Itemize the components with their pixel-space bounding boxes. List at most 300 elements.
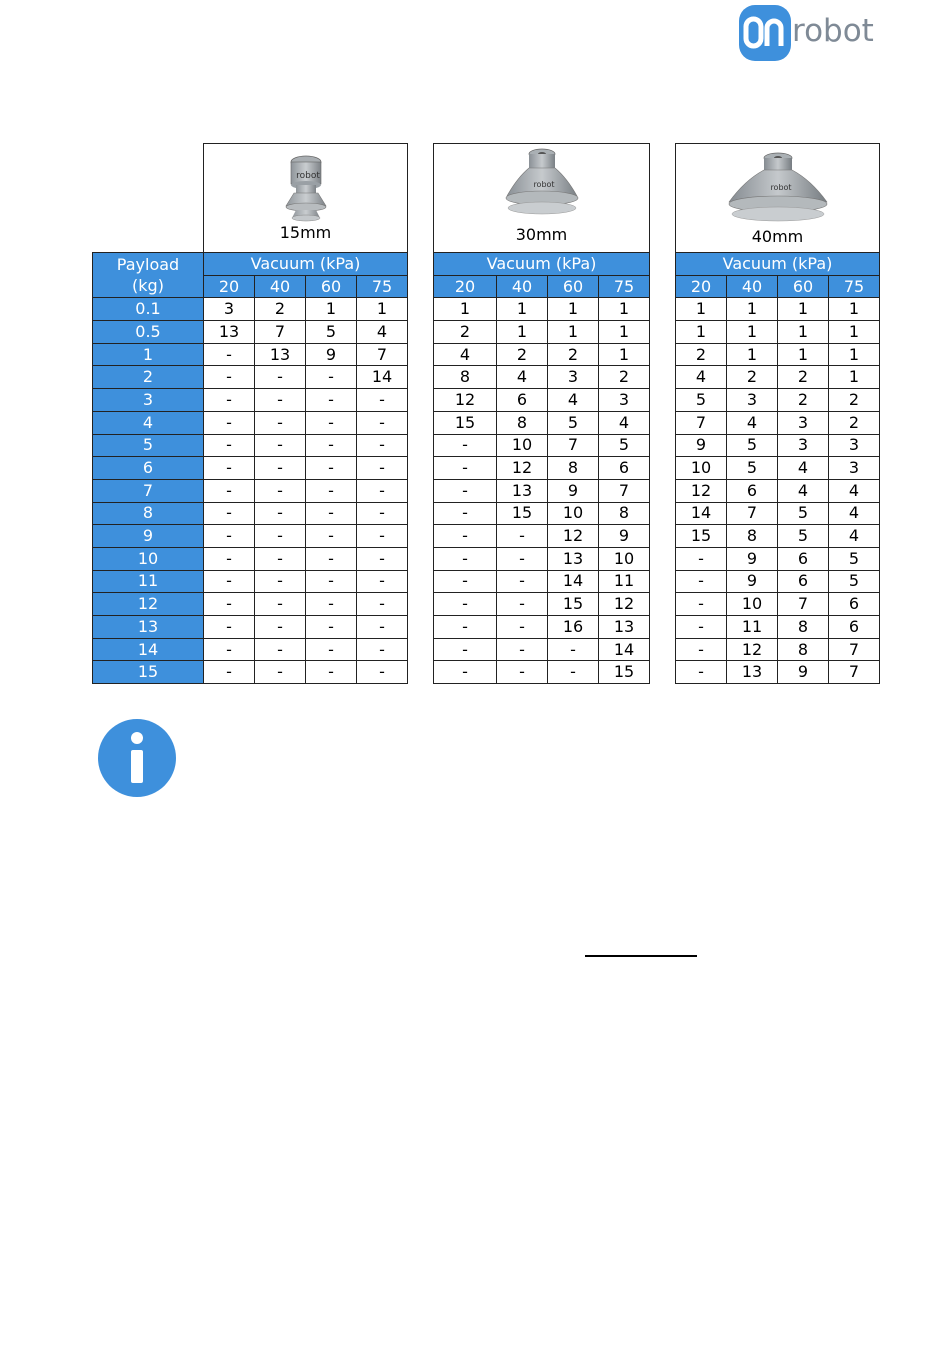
table-gap — [650, 502, 676, 525]
payload-header-unit: (kg) — [132, 276, 164, 296]
table-gap — [408, 343, 434, 366]
table-gap — [650, 253, 676, 276]
table-gap — [650, 275, 676, 298]
cup-count-cell: - — [255, 389, 306, 412]
table-row — [93, 434, 880, 457]
cup-count-cell: 3 — [778, 434, 829, 457]
payload-cell: 0.5 — [93, 321, 204, 344]
table-gap — [408, 253, 434, 276]
cup-count-cell: 15 — [599, 661, 650, 684]
cup-count-cell: 4 — [434, 343, 497, 366]
vacuum-level-40mm-40: 40 — [727, 275, 778, 298]
payload-cell: 6 — [93, 457, 204, 480]
cup-count-cell: - — [357, 479, 408, 502]
cup-count-cell: 1 — [778, 298, 829, 321]
payload-cell: 9 — [93, 525, 204, 548]
vacuum-level-40mm-60: 60 — [778, 275, 829, 298]
table-gap — [408, 616, 434, 639]
table-gap — [408, 638, 434, 661]
cup-count-cell: - — [357, 434, 408, 457]
cup-count-cell: 5 — [778, 502, 829, 525]
cup-count-cell: - — [357, 616, 408, 639]
cup-count-cell: 4 — [548, 389, 599, 412]
table-gap — [650, 389, 676, 412]
cup-count-cell: 1 — [829, 298, 880, 321]
cup-count-cell: - — [306, 434, 357, 457]
cup-count-cell: - — [676, 547, 727, 570]
cup-count-cell: 1 — [829, 343, 880, 366]
payload-cell: 10 — [93, 547, 204, 570]
cup-count-cell: - — [306, 593, 357, 616]
cup-count-cell: - — [306, 457, 357, 480]
cup-count-cell: 3 — [829, 457, 880, 480]
cup-count-cell: 13 — [255, 343, 306, 366]
table-gap — [650, 593, 676, 616]
cup-count-cell: - — [434, 593, 497, 616]
vacuum-level-15mm-60: 60 — [306, 275, 357, 298]
cup-count-cell: - — [204, 547, 255, 570]
payload-cell: 11 — [93, 570, 204, 593]
cup-count-cell: - — [676, 570, 727, 593]
cup-count-cell: - — [434, 479, 497, 502]
cup-count-cell: 2 — [548, 343, 599, 366]
cup-count-cell: 1 — [676, 321, 727, 344]
cup-count-cell: - — [306, 570, 357, 593]
table-gap — [408, 593, 434, 616]
cup-count-cell: 12 — [676, 479, 727, 502]
cup-40mm-cell — [676, 144, 880, 253]
cup-count-cell: - — [306, 638, 357, 661]
cup-count-cell: 2 — [676, 343, 727, 366]
cup-30mm-label: 30mm — [515, 225, 568, 244]
cup-count-cell: 13 — [204, 321, 255, 344]
vacuum-level-40mm-75: 75 — [829, 275, 880, 298]
cup-count-cell: 2 — [778, 389, 829, 412]
cup-count-cell: 4 — [727, 411, 778, 434]
cup-count-cell: 6 — [829, 593, 880, 616]
cup-count-cell: 8 — [778, 616, 829, 639]
cup-count-cell: 13 — [727, 661, 778, 684]
cup-count-cell: 1 — [727, 298, 778, 321]
cup-count-cell: - — [204, 457, 255, 480]
table-gap — [650, 547, 676, 570]
cup-count-cell: 1 — [548, 321, 599, 344]
cup-count-cell: 5 — [778, 525, 829, 548]
cup-count-cell: 4 — [829, 479, 880, 502]
cup-count-cell: 6 — [497, 389, 548, 412]
cup-count-cell: 7 — [676, 411, 727, 434]
cup-count-cell: - — [434, 502, 497, 525]
cup-count-cell: - — [497, 570, 548, 593]
cup-count-cell: 4 — [676, 366, 727, 389]
cup-count-cell: 5 — [306, 321, 357, 344]
table-row — [93, 321, 880, 344]
cup-count-cell: 14 — [599, 638, 650, 661]
cup-count-cell: - — [255, 457, 306, 480]
cup-count-cell: 8 — [727, 525, 778, 548]
payload-cell: 7 — [93, 479, 204, 502]
table-gap — [650, 479, 676, 502]
table-gap — [408, 275, 434, 298]
vacuum-level-30mm-20: 20 — [434, 275, 497, 298]
vacuum-header-15mm: Vacuum (kPa) — [204, 253, 408, 276]
cup-count-cell: 5 — [727, 434, 778, 457]
cup-count-cell: - — [255, 616, 306, 639]
cup-count-cell: 3 — [548, 366, 599, 389]
table-gap — [408, 570, 434, 593]
cup-count-cell: - — [548, 638, 599, 661]
cup-15mm-brand: robot — [295, 170, 320, 181]
cup-count-cell: 10 — [548, 502, 599, 525]
cup-count-cell: 6 — [599, 457, 650, 480]
payload-cell: 0.1 — [93, 298, 204, 321]
cup-count-cell: - — [306, 366, 357, 389]
payload-header — [93, 253, 204, 298]
onrobot-logo-icon — [738, 4, 794, 62]
cup-count-cell: - — [434, 661, 497, 684]
cup-count-cell: 4 — [829, 502, 880, 525]
cup-count-cell: - — [357, 502, 408, 525]
table-row — [93, 502, 880, 525]
cup-count-cell: 1 — [548, 298, 599, 321]
cup-count-cell: 10 — [727, 593, 778, 616]
table-row — [93, 616, 880, 639]
cup-count-cell: - — [204, 389, 255, 412]
vacuum-header-40mm: Vacuum (kPa) — [676, 253, 880, 276]
vacuum-levels-row — [93, 275, 880, 298]
table-gap — [650, 570, 676, 593]
cup-count-cell: 9 — [676, 434, 727, 457]
cup-count-cell: - — [255, 366, 306, 389]
cup-count-cell: 3 — [599, 389, 650, 412]
table-gap — [650, 366, 676, 389]
cup-count-cell: 3 — [727, 389, 778, 412]
table-gap — [650, 525, 676, 548]
vacuum-level-30mm-60: 60 — [548, 275, 599, 298]
cup-count-cell: - — [357, 638, 408, 661]
cup-count-cell: 2 — [829, 389, 880, 412]
cup-count-cell: 7 — [599, 479, 650, 502]
cup-count-cell: - — [255, 638, 306, 661]
cup-count-cell: 1 — [727, 343, 778, 366]
cup-count-cell: 15 — [676, 525, 727, 548]
cup-count-cell: 4 — [497, 366, 548, 389]
table-gap — [408, 661, 434, 684]
cup-count-cell: - — [357, 570, 408, 593]
cup-count-cell: 6 — [778, 570, 829, 593]
payload-cell: 2 — [93, 366, 204, 389]
cup-count-cell: - — [434, 525, 497, 548]
table-gap — [408, 502, 434, 525]
cup-count-cell: - — [434, 638, 497, 661]
table-row — [93, 457, 880, 480]
table-row — [93, 638, 880, 661]
cup-count-cell: 2 — [255, 298, 306, 321]
table-gap — [650, 321, 676, 344]
cup-count-cell: 1 — [599, 298, 650, 321]
cup-count-cell: - — [497, 547, 548, 570]
cup-count-cell: 15 — [434, 411, 497, 434]
vacuum-level-15mm-40: 40 — [255, 275, 306, 298]
table-row — [93, 525, 880, 548]
cup-count-cell: 10 — [676, 457, 727, 480]
cup-count-cell: - — [306, 502, 357, 525]
table-gap — [408, 525, 434, 548]
table-gap — [650, 434, 676, 457]
cup-count-cell: 1 — [829, 366, 880, 389]
table-row — [93, 366, 880, 389]
cup-count-cell: 9 — [306, 343, 357, 366]
cup-count-cell: - — [306, 411, 357, 434]
cup-count-cell: 1 — [676, 298, 727, 321]
cup-count-cell: 9 — [727, 570, 778, 593]
table-gap — [408, 389, 434, 412]
table-gap — [408, 366, 434, 389]
table-gap — [650, 661, 676, 684]
cup-count-cell: 8 — [599, 502, 650, 525]
cup-count-cell: - — [497, 525, 548, 548]
cup-count-cell: 8 — [497, 411, 548, 434]
cup-count-cell: - — [497, 593, 548, 616]
cup-count-cell: 6 — [778, 547, 829, 570]
cup-count-cell: - — [434, 434, 497, 457]
cup-count-cell: 4 — [599, 411, 650, 434]
cup-count-cell: - — [255, 479, 306, 502]
table-row — [93, 547, 880, 570]
cup-30mm-cell — [434, 144, 650, 253]
cup-count-cell: 12 — [434, 389, 497, 412]
cup-count-cell: 7 — [255, 321, 306, 344]
cup-count-cell: - — [204, 343, 255, 366]
cup-count-cell: 7 — [548, 434, 599, 457]
payload-cell: 4 — [93, 411, 204, 434]
table-gap — [650, 457, 676, 480]
cup-count-cell: 7 — [829, 661, 880, 684]
cup-count-cell: - — [357, 411, 408, 434]
cup-count-cell: - — [676, 661, 727, 684]
cup-count-cell: 1 — [727, 321, 778, 344]
suction-cup-15mm-image — [271, 152, 341, 224]
cup-count-cell: 3 — [829, 434, 880, 457]
cup-count-cell: 1 — [599, 343, 650, 366]
cup-count-cell: 10 — [497, 434, 548, 457]
cup-count-cell: 12 — [548, 525, 599, 548]
cup-count-cell: 7 — [778, 593, 829, 616]
cup-count-cell: - — [306, 389, 357, 412]
table-row — [93, 593, 880, 616]
cup-count-cell: 5 — [676, 389, 727, 412]
cup-count-cell: 4 — [778, 457, 829, 480]
cup-count-cell: - — [497, 638, 548, 661]
cup-count-cell: 7 — [829, 638, 880, 661]
cup-count-cell: 9 — [778, 661, 829, 684]
cup-count-cell: 4 — [357, 321, 408, 344]
cup-count-cell: - — [676, 638, 727, 661]
cup-count-cell: - — [548, 661, 599, 684]
cup-count-cell: - — [204, 661, 255, 684]
table-row — [93, 570, 880, 593]
cup-15mm-label: 15mm — [279, 222, 332, 242]
info-icon-dot — [131, 732, 143, 744]
cup-count-cell: 11 — [727, 616, 778, 639]
cup-count-cell: - — [434, 457, 497, 480]
cup-count-cell: - — [676, 616, 727, 639]
cup-count-cell: - — [306, 616, 357, 639]
vacuum-level-30mm-75: 75 — [599, 275, 650, 298]
cup-count-cell: 13 — [548, 547, 599, 570]
payload-cell: 8 — [93, 502, 204, 525]
table-gap — [650, 638, 676, 661]
cup-count-cell: - — [255, 593, 306, 616]
cup-count-cell: 6 — [727, 479, 778, 502]
corner-blank — [93, 144, 204, 253]
cup-count-cell: 6 — [829, 616, 880, 639]
vacuum-level-30mm-40: 40 — [497, 275, 548, 298]
cup-30mm-brand: robot — [532, 180, 555, 189]
cup-count-cell: 13 — [599, 616, 650, 639]
table-gap — [408, 321, 434, 344]
cup-count-cell: - — [255, 570, 306, 593]
cup-count-cell: - — [204, 479, 255, 502]
table-gap — [408, 144, 434, 253]
table-row — [93, 661, 880, 684]
table-gap — [408, 547, 434, 570]
cup-count-cell: 1 — [357, 298, 408, 321]
cup-count-cell: - — [497, 616, 548, 639]
cup-count-cell: 5 — [829, 547, 880, 570]
cup-count-cell: 11 — [599, 570, 650, 593]
cup-count-cell: 3 — [204, 298, 255, 321]
cup-count-cell: - — [255, 502, 306, 525]
cup-count-cell: 3 — [778, 411, 829, 434]
cup-count-cell: - — [204, 366, 255, 389]
table-gap — [650, 144, 676, 253]
cup-count-cell: - — [306, 479, 357, 502]
vacuum-header-row — [93, 253, 880, 276]
table-gap — [650, 343, 676, 366]
payload-cell: 12 — [93, 593, 204, 616]
payload-cell: 3 — [93, 389, 204, 412]
cup-count-cell: 15 — [548, 593, 599, 616]
table-gap — [408, 434, 434, 457]
cup-count-cell: - — [357, 661, 408, 684]
table-gap — [408, 411, 434, 434]
cup-count-cell: 1 — [778, 321, 829, 344]
table-row — [93, 343, 880, 366]
cup-count-cell: 2 — [778, 366, 829, 389]
payload-vacuum-table — [92, 143, 880, 684]
cup-count-cell: - — [204, 434, 255, 457]
cup-count-cell: - — [306, 525, 357, 548]
cup-count-cell: - — [357, 389, 408, 412]
cup-count-cell: - — [204, 616, 255, 639]
cup-count-cell: 9 — [727, 547, 778, 570]
cup-count-cell: - — [204, 593, 255, 616]
cup-count-cell: 1 — [497, 321, 548, 344]
table-gap — [408, 457, 434, 480]
cup-count-cell: - — [434, 547, 497, 570]
table-row — [93, 389, 880, 412]
cup-count-cell: - — [255, 411, 306, 434]
table-row — [93, 298, 880, 321]
info-icon — [98, 719, 176, 797]
cup-count-cell: 8 — [548, 457, 599, 480]
cup-count-cell: - — [204, 525, 255, 548]
cup-count-cell: - — [204, 570, 255, 593]
cup-count-cell: - — [255, 434, 306, 457]
cup-count-cell: 10 — [599, 547, 650, 570]
cup-count-cell: 16 — [548, 616, 599, 639]
table-gap — [650, 411, 676, 434]
underline-mark — [585, 955, 697, 957]
cup-count-cell: - — [497, 661, 548, 684]
cup-count-cell: 13 — [497, 479, 548, 502]
cup-40mm-brand: robot — [769, 182, 792, 192]
cup-count-cell: 2 — [497, 343, 548, 366]
cup-count-cell: - — [204, 502, 255, 525]
cup-count-cell: 12 — [727, 638, 778, 661]
cup-count-cell: 2 — [599, 366, 650, 389]
cup-count-cell: 2 — [727, 366, 778, 389]
cup-count-cell: 2 — [829, 411, 880, 434]
suction-cup-40mm-image — [723, 148, 833, 228]
payload-cell: 5 — [93, 434, 204, 457]
payload-cell: 13 — [93, 616, 204, 639]
cup-count-cell: - — [357, 457, 408, 480]
cup-count-cell: 5 — [727, 457, 778, 480]
cup-count-cell: 5 — [829, 570, 880, 593]
cup-count-cell: - — [306, 661, 357, 684]
cup-count-cell: - — [204, 638, 255, 661]
cup-count-cell: 14 — [357, 366, 408, 389]
cup-count-cell: 1 — [599, 321, 650, 344]
suction-cup-30mm-image — [497, 144, 587, 222]
cup-count-cell: 1 — [306, 298, 357, 321]
cup-count-cell: 9 — [548, 479, 599, 502]
cup-count-cell: 1 — [434, 298, 497, 321]
payload-cell: 1 — [93, 343, 204, 366]
cup-count-cell: 5 — [548, 411, 599, 434]
cup-count-cell: - — [357, 593, 408, 616]
cup-count-cell: - — [357, 525, 408, 548]
vacuum-header-30mm: Vacuum (kPa) — [434, 253, 650, 276]
cup-count-cell: 7 — [727, 502, 778, 525]
cup-count-cell: 2 — [434, 321, 497, 344]
vacuum-level-15mm-20: 20 — [204, 275, 255, 298]
cup-count-cell: - — [255, 661, 306, 684]
cup-count-cell: 1 — [829, 321, 880, 344]
vacuum-level-15mm-75: 75 — [357, 275, 408, 298]
table-gap — [408, 298, 434, 321]
payload-cell: 14 — [93, 638, 204, 661]
cup-count-cell: - — [434, 616, 497, 639]
cup-count-cell: 1 — [778, 343, 829, 366]
payload-cell: 15 — [93, 661, 204, 684]
cup-40mm-label: 40mm — [751, 226, 804, 246]
vacuum-level-40mm-20: 20 — [676, 275, 727, 298]
cup-count-cell: 14 — [676, 502, 727, 525]
cup-count-cell: - — [676, 593, 727, 616]
cup-count-cell: 15 — [497, 502, 548, 525]
cup-count-cell: 5 — [599, 434, 650, 457]
cup-count-cell: - — [357, 547, 408, 570]
info-icon-bar — [131, 750, 143, 783]
cup-count-cell: 4 — [778, 479, 829, 502]
cup-count-cell: 4 — [829, 525, 880, 548]
cup-count-cell: 1 — [497, 298, 548, 321]
table-row — [93, 411, 880, 434]
cup-image-row — [93, 144, 880, 253]
